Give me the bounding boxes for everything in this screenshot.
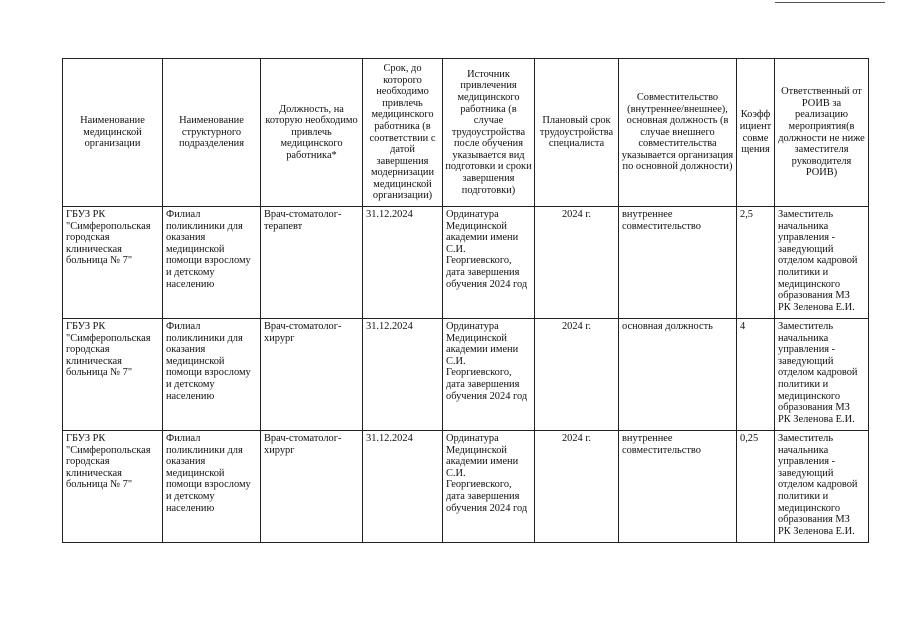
table-row [63, 207, 869, 319]
cell-source: Ординатура Медицинской академии имени С.И. Георгиевского, дата завершения обучения 2024 год [443, 319, 535, 431]
cell-combination: внутреннее совместительство [619, 431, 737, 543]
cell-coef: 0,25 [737, 431, 775, 543]
table-row [63, 319, 869, 431]
cell-coef: 2,5 [737, 207, 775, 319]
cell-org: ГБУЗ РК "Симферопольская городская клиническая больница № 7" [63, 207, 163, 319]
header-deadline: Срок, до которого необходимо привлечь медицинского работника (в соответствии с датой завершения модернизации медицинской организации) [363, 59, 443, 207]
staffing-plan-table [62, 58, 869, 543]
cell-responsible: Заместитель начальника управления - заведующий отделом кадровой политики и медицинского образования МЗ РК Зеленова Е.И. [775, 207, 869, 319]
header-responsible: Ответственный от РОИВ за реализацию мероприятия(в должности не ниже заместителя руководителя РОИВ) [775, 59, 869, 207]
header-source: Источник привлечения медицинского работника (в случае трудоустройства после обучения указывается вид подготовки и сроки завершения подготовки) [443, 59, 535, 207]
header-position: Должность, на которую необходимо привлечь медицинского работника* [261, 59, 363, 207]
cell-org: ГБУЗ РК "Симферопольская городская клиническая больница № 7" [63, 319, 163, 431]
cell-position: Врач-стоматолог-хирург [261, 431, 363, 543]
cell-unit: Филиал поликлиники для оказания медицинской помощи взрослому и детскому населению [163, 319, 261, 431]
cell-deadline: 31.12.2024 [363, 431, 443, 543]
header-org: Наименование медицинской организации [63, 59, 163, 207]
table-row [63, 431, 869, 543]
scan-edge-line [775, 2, 885, 3]
cell-source: Ординатура Медицинской академии имени С.И. Георгиевского, дата завершения обучения 2024 год [443, 431, 535, 543]
cell-org: ГБУЗ РК "Симферопольская городская клиническая больница № 7" [63, 431, 163, 543]
cell-planned: 2024 г. [535, 431, 619, 543]
cell-unit: Филиал поликлиники для оказания медицинской помощи взрослому и детскому населению [163, 207, 261, 319]
cell-planned: 2024 г. [535, 207, 619, 319]
cell-combination: внутреннее совместительство [619, 207, 737, 319]
cell-source: Ординатура Медицинской академии имени С.И. Георгиевского, дата завершения обучения 2024 год [443, 207, 535, 319]
header-planned: Плановый срок трудоустройства специалиста [535, 59, 619, 207]
header-unit: Наименование структурного подразделения [163, 59, 261, 207]
cell-responsible: Заместитель начальника управления - заведующий отделом кадровой политики и медицинского образования МЗ РК Зеленова Е.И. [775, 319, 869, 431]
table-header-row [63, 59, 869, 207]
cell-deadline: 31.12.2024 [363, 319, 443, 431]
cell-position: Врач-стоматолог-хирург [261, 319, 363, 431]
cell-planned: 2024 г. [535, 319, 619, 431]
cell-coef: 4 [737, 319, 775, 431]
cell-position: Врач-стоматолог-терапевт [261, 207, 363, 319]
cell-combination: основная должность [619, 319, 737, 431]
cell-unit: Филиал поликлиники для оказания медицинской помощи взрослому и детскому населению [163, 431, 261, 543]
header-coef: Коэффициент совмещения [737, 59, 775, 207]
cell-deadline: 31.12.2024 [363, 207, 443, 319]
cell-responsible: Заместитель начальника управления - заведующий отделом кадровой политики и медицинского образования МЗ РК Зеленова Е.И. [775, 431, 869, 543]
header-combination: Совместительство (внутреннее/внешнее), основная должность (в случае внешнего совместительства указывается организация по основной должности) [619, 59, 737, 207]
